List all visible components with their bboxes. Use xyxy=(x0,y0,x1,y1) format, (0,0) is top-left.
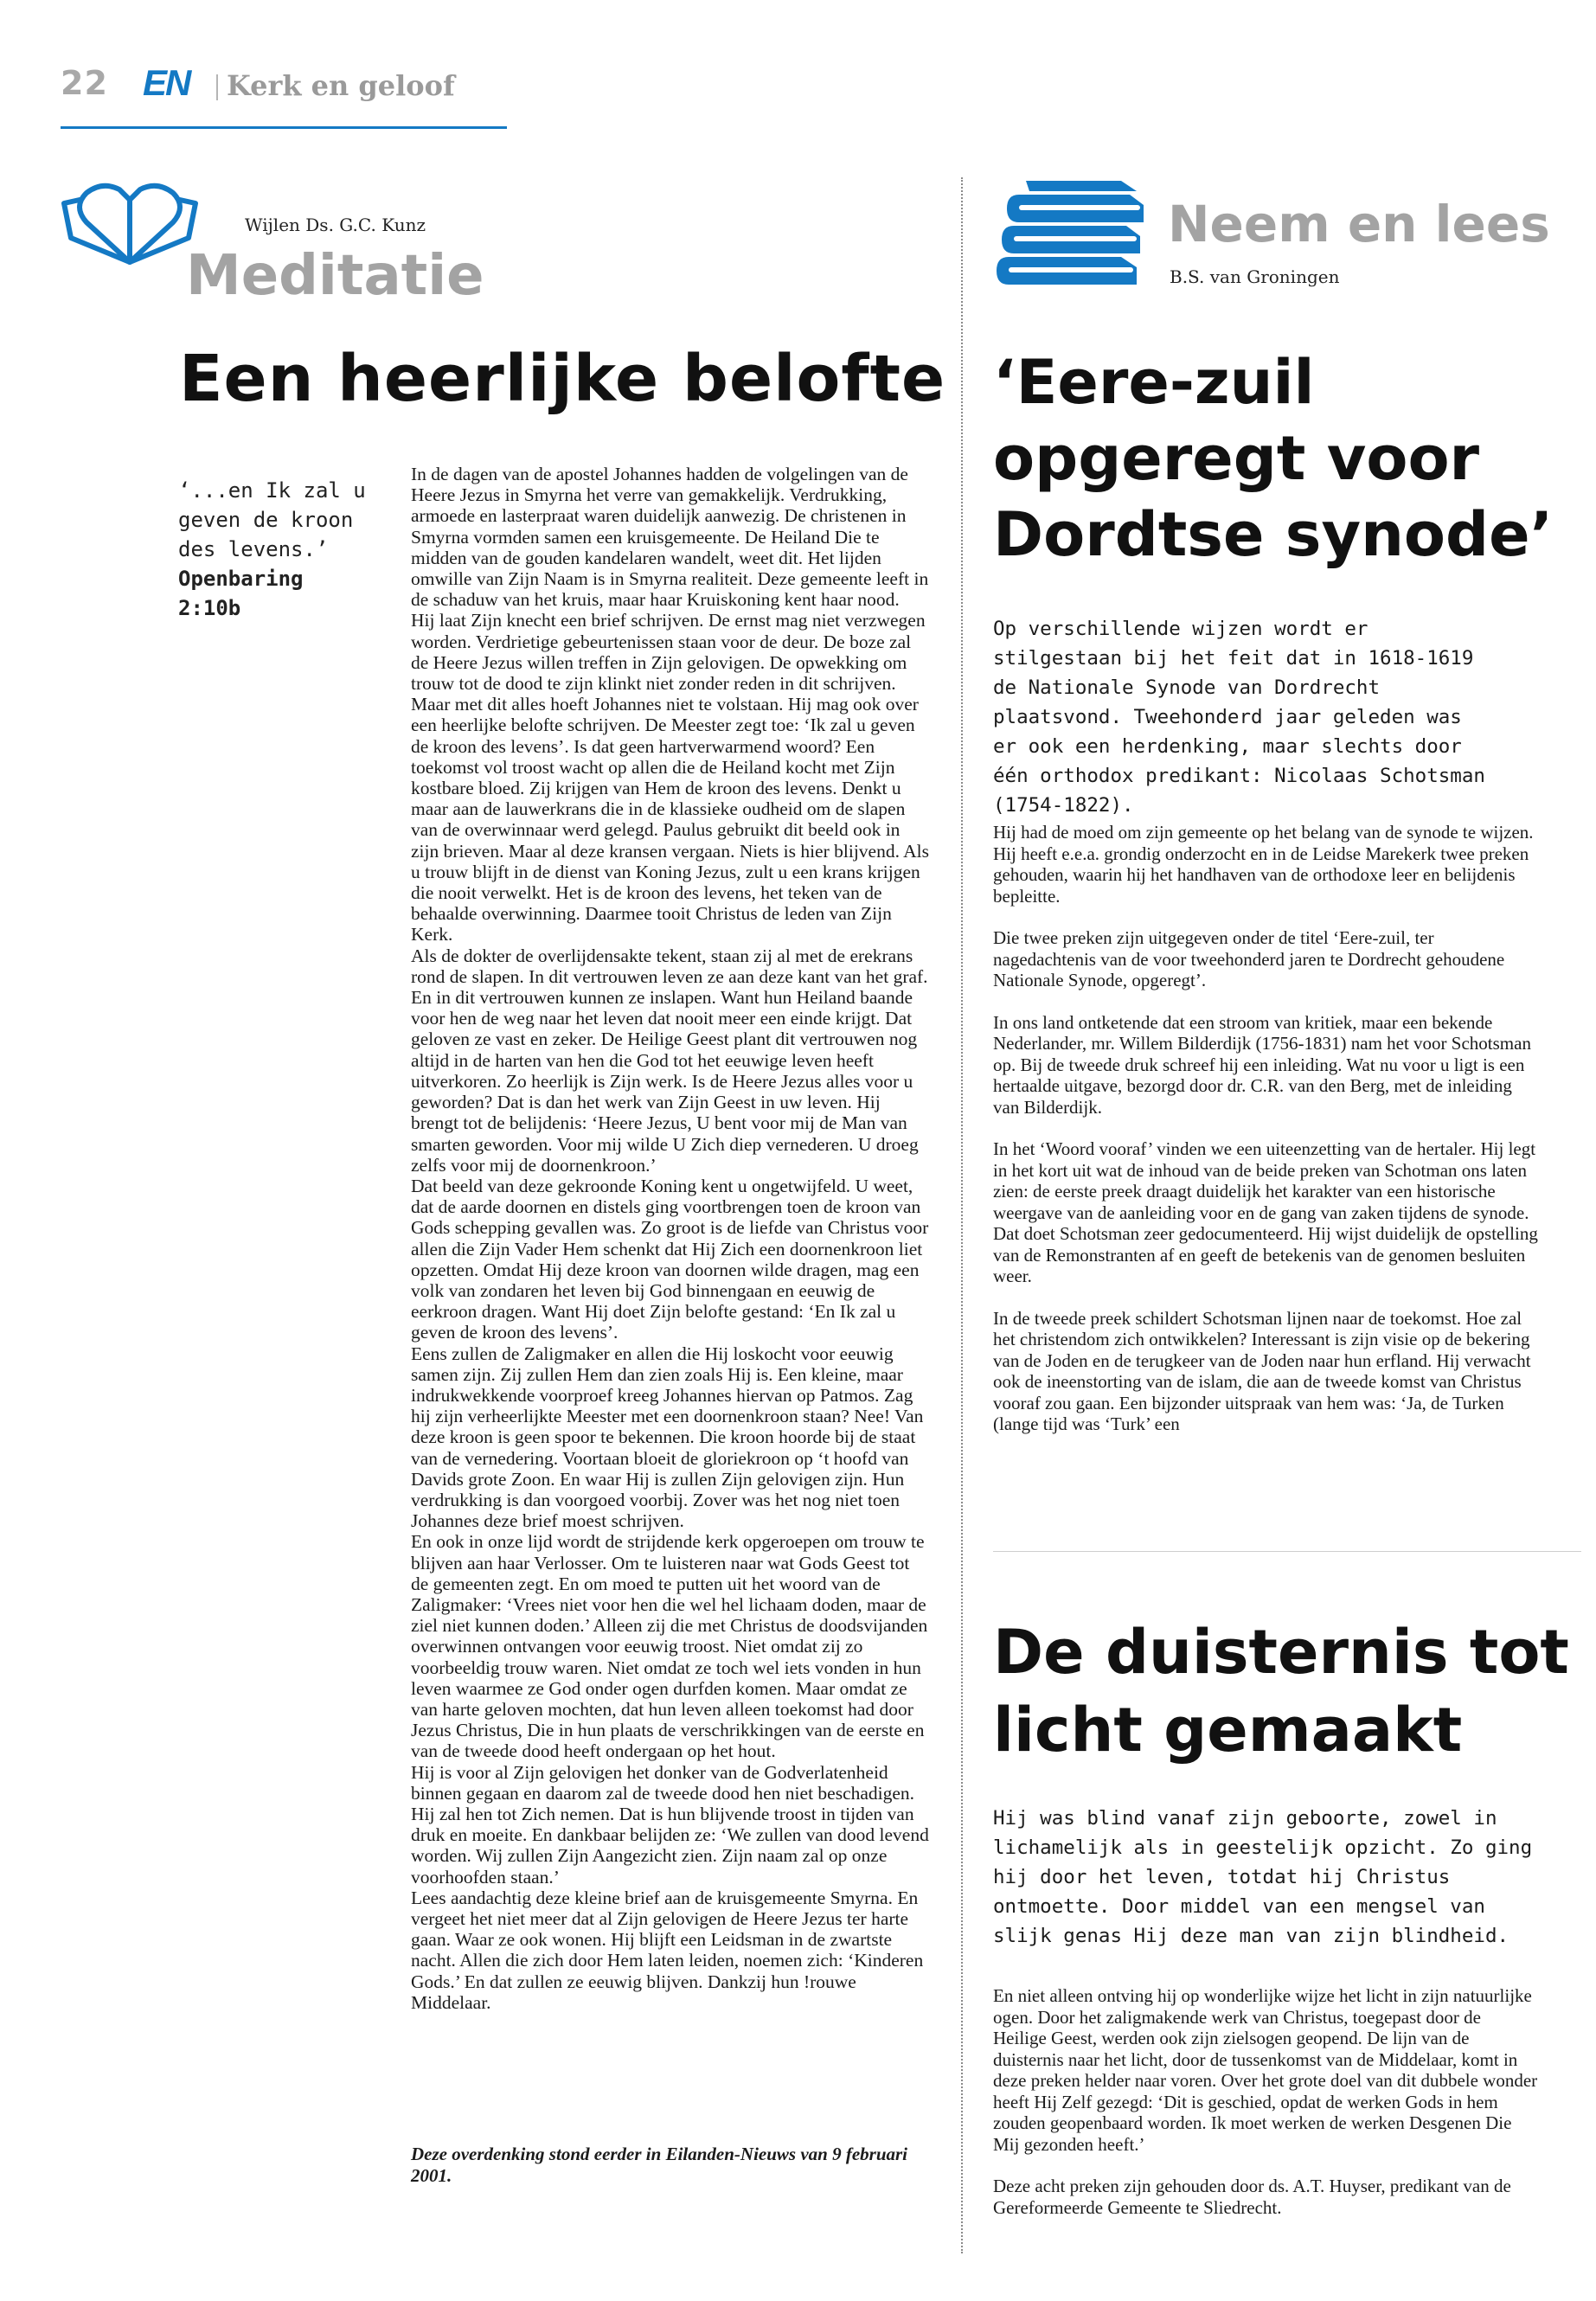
body-paragraph: En niet alleen ontving hij op wonderlijke wijze het licht in zijn natuurlijke ogen. Door het zaligmakende werk van Christus, toegepast door de Heilige Geest, werden ook zijn zielsogen geopend. De lijn van de duisternis naar het licht, door de tussenkomst van de Middelaar, komt in deze preken helder naar voren. Over het grote doel van dit dubbele wonder heeft Hij Zelf gezegd: ‘Dit is geschied, opdat de werken Gods in hem zouden geopenbaard worden. Ik moet werken de werken Desgenen Die Mij gezonden heeft.’ xyxy=(993,1985,1538,2155)
scripture-quote xyxy=(178,476,377,623)
book-review-kicker: Neem en lees xyxy=(1168,195,1550,253)
book-review-body xyxy=(993,822,1538,1456)
meditation-footnote: Deze overdenking stond eerder in Eilanden-Nieuws van 9 februari 2001. xyxy=(411,2144,908,2186)
page-number: 22 xyxy=(61,64,108,102)
meditation-body xyxy=(411,464,930,2013)
meditation-author: Wijlen Ds. G.C. Kunz xyxy=(245,215,426,235)
verse-reference: Openbaring 2:10b xyxy=(178,567,304,620)
body-paragraph: Als de dokter de overlijdensakte tekent, staan zij al met de erekrans rond de slapen. In dit vertrouwen leven ze aan deze kant van het graf. En in dit vertrouwen kunnen ze inslapen. Want hun Heiland baande voor hen de weg naar het leven dat nooit meer een einde krijgt. Dat geloven ze vast en zeker. De Heilige Geest plant dit vertrouwen nog altijd in de harten van hen die God tot het eeuwige leven heeft uitverkoren. Zo heerlijk is Zijn werk. Is de Heere Jezus alles voor u geworden? Dat is dan het werk van Zijn Geest in uw leven. Hij brengt tot de belijdenis: ‘Heere Jezus, U bent voor mij de Man van smarten geworden. Voor mij wilde U Zich diep vernederen. U droeg zelfs voor mij de doornenkroon.’ xyxy=(411,945,928,1176)
body-paragraph: Eens zullen de Zaligmaker en allen die Hij loskocht voor eeuwig samen zijn. Zij zullen Hem dan zien zoals Hij is. Een kleine, maar indrukwekkende voorproef kreeg Johannes hiervan op Patmos. Zag hij zijn verheerlijkte Meester met een doornenkroon staan? Nee! Van deze kroon is geen spoor te bekennen. Die kroon hoorde bij de staat van de vernedering. Voortaan bloeit de gloriekroon op ‘t hoofd van Davids grote Zoon. En waar Hij is zullen Zijn gelovigen zijn. Hun verdrukking is dan voorgoed voorbij. Zover was het nog niet toen Johannes deze brief moest schrijven. xyxy=(411,1343,924,1532)
column-divider xyxy=(961,177,963,2253)
publication-logo: EN xyxy=(143,62,190,103)
book-review-lead: Op verschillende wijzen wordt er stilgestaan bij het feit dat in 1618-1619 de Nationale Synode van Dordrecht plaatsvond. Tweehonderd jaar geleden was er ook een herdenking, maar slechts door één orthodox predikant: Nicolaas Schotsman (1754-1822). xyxy=(993,618,1485,817)
section-title: Kerk en geloof xyxy=(227,69,455,102)
book-review-headline: ‘Eere-zuil opgeregt voor Dordtse synode’ xyxy=(993,347,1554,570)
body-paragraph: Lees aandachtig deze kleine brief aan de kruisgemeente Smyrna. En vergeet het niet meer dat al Zijn gelovigen de Heere Jezus ter harte gaan. Waar ze ook wonen. Hij blijft een Leidsman in de zwartste nacht. Allen die zich door Hem laten leiden, noemen zich: ‘Kinderen Gods.’ En dat zullen ze eeuwig blijven. Dankzij hun !rouwe Middelaar. xyxy=(411,1887,924,2013)
header-separator xyxy=(216,74,218,100)
books-stack-icon xyxy=(991,177,1147,290)
verse-text: ‘...en Ik zal u geven de kroon des levens.’ xyxy=(178,478,366,561)
book-review-author: B.S. van Groningen xyxy=(1170,266,1340,287)
second-review-headline: De duisternis tot licht gemaakt xyxy=(993,1617,1569,1766)
body-paragraph: In de tweede preek schildert Schotsman lijnen naar de toekomst. Hoe zal het christendom zich ontwikkelen? Interessant is zijn visie op de bekering van de Joden en de terugkeer van de Joden naar hun erfland. Hij verwacht ook de ineenstorting van de islam, die aan de tweede komst van Christus vooraf zou gaan. Een bijzonder uitspraak van hem was: ‘Ja, de Turken (lange tijd was ‘Turk’ een xyxy=(993,1307,1531,1434)
body-paragraph: Dat beeld van deze gekroonde Koning kent u ongetwijfeld. U weet, dat de aarde doornen en distels ging voortbrengen toen de kroon van Gods schepping gevallen was. Zo groot is de liefde van Christus voor allen die Zijn Vader Hem schenkt dat Hij Zich een doornenkroon liet opzetten. Omdat Hij deze kroon van doornen wilde dragen, mag een volk van zondaren het leven bij God binnengaan en eeuwig de eerkroon dragen. Want Hij doet Zijn belofte gestand: ‘En Ik zal u geven de kroon des levens’. xyxy=(411,1175,929,1343)
body-paragraph: En ook in onze lijd wordt de strijdende kerk opgeroepen om trouw te blijven aan haar Verlosser. Om te luisteren naar wat Gods Geest tot de gemeenten zegt. En om moed te putten uit het woord van de Zaligmaker: ‘Vrees niet voor hen die wel hel lichaam doden, maar de ziel niet kunnen doden.’ Alleen zij die met Christus de doodsvijanden overwinnen ontvangen voor eeuwig troost. Niet omdat zij zo voorbeeldig trouw waren. Niet omdat ze toch wel iets vonden in hun leven waarmee ze God onder ogen durfden komen. Maar omdat ze van harte geloven mochten, dat hun leven alleen toekomst had door Jezus Christus, Die in hun plaats de verschrikkingen van de eerste en van de tweede dood heeft ondergaan op het hout. xyxy=(411,1531,928,1762)
second-review-body xyxy=(993,1985,1538,2239)
article-divider xyxy=(993,1551,1581,1552)
body-paragraph: In ons land ontketende dat een stroom van kritiek, maar een bekende Nederlander, mr. Willem Bilderdijk (1756-1831) nam het voor Schotsman op. Bij de tweede druk schreef hij een inleiding. Wat nu voor u ligt is een hertaalde uitgave, bezorgd door dr. C.R. van den Berg, met de inleiding van Bilderdijk. xyxy=(993,1011,1531,1118)
open-book-heart-icon xyxy=(61,177,199,272)
body-paragraph: Hij is voor al Zijn gelovigen het donker van de Godverlatenheid binnen gegaan en daarom zal de tweede dood hen niet beschadigen. Hij zal hen tot Zich nemen. Dat is hun blijvende troost in tijden van druk en moeite. En dankbaar belijden ze: ‘We zullen van dood levend worden. Wij zullen Zijn Aangezicht zien. Zijn naam zal op onze voorhoofden staan.’ xyxy=(411,1761,929,1888)
header-underline xyxy=(61,126,507,129)
body-paragraph: Deze acht preken zijn gehouden door ds. A.T. Huyser, predikant van de Gereformeerde Gemeente te Sliedrecht. xyxy=(993,2176,1511,2218)
body-paragraph: In het ‘Woord vooraf’ vinden we een uiteenzetting van de hertaler. Hij legt in het kort uit wat de inhoud van de beide preken van Schotman ons laten zien: de eerste preek draagt duidelijk het karakter van een historische weergave van de aanleiding voor en de gang van zaken tijdens de synode. Dat doet Schotsman zeer gedocumenteerd. Hij wijst duidelijk de opstelling van de Remonstranten af en geeft de betekenis van de genomen besluiten weer. xyxy=(993,1138,1538,1286)
body-paragraph: In de dagen van de apostel Johannes hadden de volgelingen van de Heere Jezus in Smyrna het verre van gemakkelijk. Verdrukking, armoede en lasterpraat waren duidelijk aanwezig. De christenen in Smyrna vormden samen een kruisgemeente. De Heiland Die te midden van de gouden kandelaren wandelt, weet dit. Het lijden omwille van Zijn Naam is in Smyrna realiteit. Deze gemeente leeft in de schaduw van het kruis, maar haar Kruiskoning kent haar nood. xyxy=(411,464,929,611)
meditation-headline: Een heerlijke belofte xyxy=(179,342,946,416)
body-paragraph: Hij had de moed om zijn gemeente op het belang van de synode te wijzen. Hij heeft e.e.a. grondig onderzocht en in de Leidse Marekerk twee preken gehouden, waarin hij het handhaven van de orthodoxe leer en belijdenis bepleitte. xyxy=(993,822,1534,907)
second-review-lead: Hij was blind vanaf zijn geboorte, zowel in lichamelijk als in geestelijk opzicht. Zo ging hij door het leven, totdat hij Christus ontmoette. Door middel van een mengsel van slijk genas Hij deze man van zijn blindheid. xyxy=(993,1807,1533,1947)
body-paragraph: Hij laat Zijn knecht een brief schrijven. De ernst mag niet verzwegen worden. Verdrietige gebeurtenissen staan voor de deur. De boze zal de Heere Jezus willen treffen in Zijn gelovigen. De opwekking om trouw tot de dood te zijn klinkt niet zonder reden in dit schrijven. Maar met dit alles hoeft Johannes niet te volstaan. Hij mag ook over een heerlijke belofte schrijven. De Meester zegt toe: ‘Ik zal u geven de kroon des levens’. Is dat geen hartverwarmend woord? Een toekomst vol troost wacht op allen die de Heiland kocht met Zijn kostbare bloed. Zij krijgen van Hem de kroon des levens. Denkt u maar aan de lauwerkrans die in de klassieke oudheid om de slapen van de overwinnaar werd gelegd. Paulus gebruikt dit beeld ook in zijn brieven. Maar al deze kransen vergaan. Niets is hier blijvend. Als u trouw blijft in de dienst van Koning Jezus, zult u een krans krijgen die nooit verwelkt. Het is de kroon des levens, het teken van de behaalde overwinning. Daarmee tooit Christus de leden van Zijn Kerk. xyxy=(411,610,930,945)
meditation-kicker: Meditatie xyxy=(186,244,484,308)
body-paragraph: Die twee preken zijn uitgegeven onder de titel ‘Eere-zuil, ter nagedachtenis van de voor tweehonderd jaren te Dordrecht gehoudene Nationale Synode, opgeregt’. xyxy=(993,927,1505,990)
